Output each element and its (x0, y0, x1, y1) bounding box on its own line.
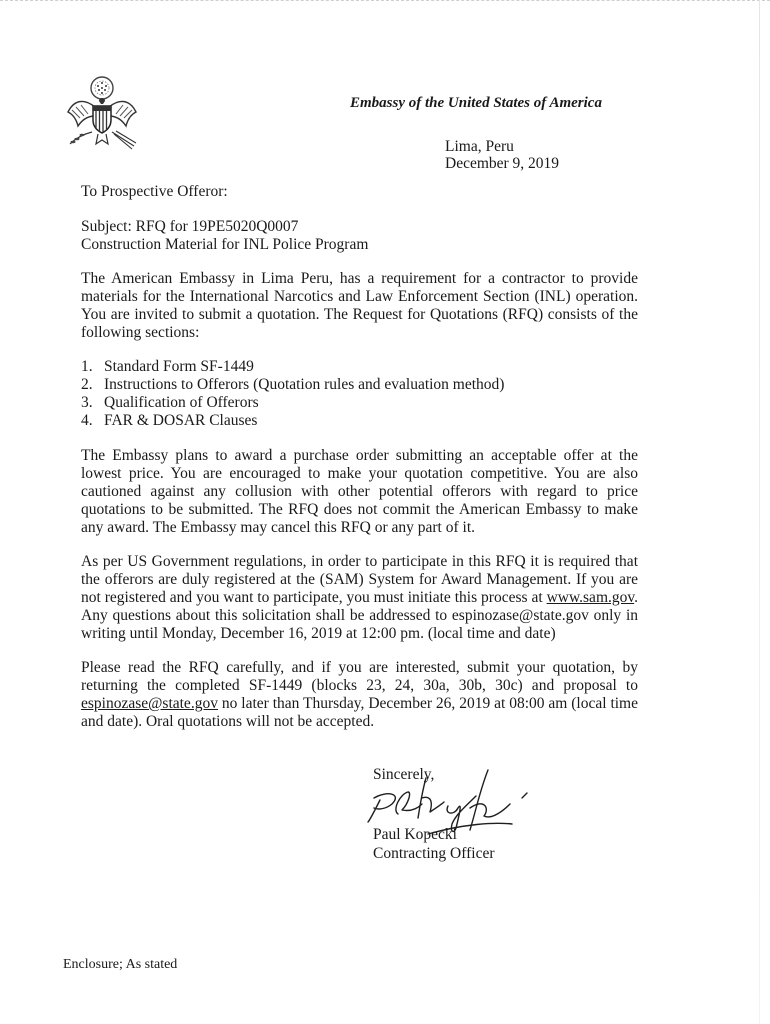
scan-edge-top (0, 0, 770, 7)
location: Lima, Peru (445, 138, 514, 155)
submission-paragraph: Please read the RFQ carefully, and if you are interested, submit your quotation, by returning the completed SF-1449 (blocks 23, 24, 30a, 30b, 30c) and proposal to espinozase@state.gov no later than Thursday, December 26, 2019 at 08:00 am (local time and date). Oral quotations will not be accepted. (81, 659, 638, 730)
signer-name: Paul Kopecki (373, 826, 457, 843)
enclosure-note: Enclosure; As stated (63, 957, 178, 972)
list-item: 4. FAR & DOSAR Clauses (81, 412, 258, 429)
signer-title: Contracting Officer (373, 845, 495, 862)
award-paragraph: The Embassy plans to award a purchase order submitting an acceptable offer at the lowest price. You are encouraged to make your quotation competitive. You are also cautioned against any collusion with other potential offerors with regard to price quotations to be submitted. The RFQ does not commit the American Embassy to make any award. The Embassy may cancel this RFQ or any part of it. (81, 447, 638, 536)
email-link[interactable]: espinozase@state.gov (81, 695, 218, 712)
rfq-sections-list (81, 358, 504, 430)
great-seal-icon (62, 74, 142, 152)
registration-paragraph: As per US Government regulations, in order to participate in this RFQ it is required that the offerors are duly registered at the (SAM) System for Award Management. If you are not registered and you want to participate, you must initiate this process at www.sam.gov. Any questions about this solicitation shall be addressed to espinozase@state.gov only in writing until Monday, December 16, 2019 at 12:00 pm. (local time and date) (81, 553, 638, 642)
letterhead-title: Embassy of the United States of America (350, 95, 602, 111)
list-item: 3. Qualification of Offerors (81, 394, 259, 411)
subject-description: Construction Material for INL Police Program (81, 236, 369, 253)
intro-paragraph: The American Embassy in Lima Peru, has a requirement for a contractor to provide materials for the International Narcotics and Law Enforcement Section (INL) operation. You are invited to submit a quotation. The Request for Quotations (RFQ) consists of the following sections: (81, 270, 638, 341)
location-date-block (445, 138, 559, 172)
list-item: 2. Instructions to Offerors (Quotation rules and evaluation method) (81, 376, 505, 393)
list-item: 1. Standard Form SF-1449 (81, 358, 254, 375)
sam-gov-link[interactable]: www.sam.gov (546, 589, 635, 606)
signer-block (373, 825, 495, 863)
subject-block (81, 218, 368, 254)
letter-date: December 9, 2019 (445, 155, 560, 172)
subject-line: Subject: RFQ for 19PE5020Q0007 (81, 218, 299, 235)
scan-edge-right (759, 0, 760, 1024)
closing: Sincerely, (373, 766, 435, 783)
salutation: To Prospective Offeror: (81, 183, 228, 200)
